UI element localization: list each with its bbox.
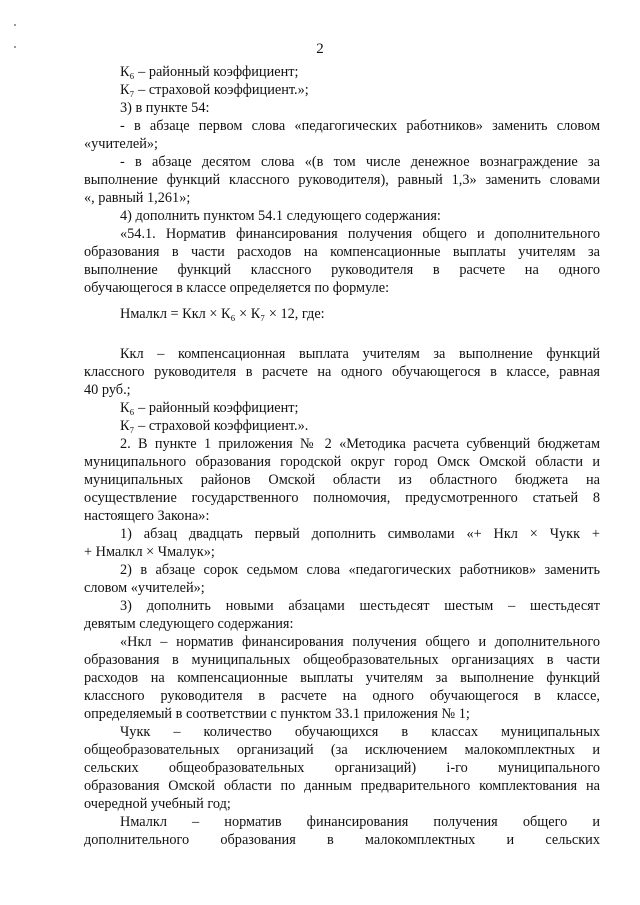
text-line: выполнение функций классного руководителя в расчете на одного <box>84 262 600 278</box>
text-line: 1) абзац двадцать первый дополнить символами «+ Нкл × Чукк + <box>120 526 600 542</box>
text-line: словом «учителей»; <box>84 580 205 596</box>
text-line: осуществление государственного полномочия, предусмотренного статьей 8 <box>84 490 600 506</box>
scan-mark <box>14 24 16 26</box>
text-line: 2. В пункте 1 приложения № 2 «Методика расчета субвенций бюджетам <box>120 436 600 452</box>
text-line: выполнение функций классного руководителя), равный 1,3» заменить словами <box>84 172 600 188</box>
text-line: девятым следующего содержания: <box>84 616 294 632</box>
text-line: расходов на компенсационные выплаты учителям за выполнение функций <box>84 670 600 686</box>
page-number: 2 <box>316 41 324 57</box>
text-line: Чукк – количество обучающихся в классах муниципальных <box>120 724 600 740</box>
text-line: образования в части расходов на компенсационные выплаты учителям за <box>84 244 600 260</box>
text-line: «Нкл – норматив финансирования получения общего и дополнительного <box>120 634 600 650</box>
text-line: 3) в пункте 54: <box>120 100 210 116</box>
text-line: 4) дополнить пунктом 54.1 следующего содержания: <box>120 208 441 224</box>
text-line: образования Омской области по данным предварительного комплектования на <box>84 778 600 794</box>
text-line: + Нмалкл × Чмалук»; <box>84 544 215 560</box>
text-line: К₆ – районный коэффициент; <box>120 64 299 80</box>
text-line: - в абзаце первом слова «педагогических работников» заменить словом <box>120 118 600 134</box>
text-line: очередной учебный год; <box>84 796 231 812</box>
text-line: образования в муниципальных общеобразовательных организациях в части <box>84 652 600 668</box>
text-line: К₇ – страховой коэффициент.». <box>120 418 309 434</box>
text-line: муниципального образования городской округ город Омск Омской области и <box>84 454 600 470</box>
text-line: классного руководителя в расчете на одного обучающегося в классе, <box>84 688 600 704</box>
text-line: сельских общеобразовательных организаций) i-го муниципального <box>84 760 600 776</box>
text-line: классного руководителя в расчете на одного обучающегося в классе, равная <box>84 364 600 380</box>
text-line: обучающегося в классе определяется по формуле: <box>84 280 390 296</box>
text-line: 40 руб.; <box>84 382 131 398</box>
text-line: «учителей»; <box>84 136 158 152</box>
text-line: определяемый в соответствии с пунктом 33.1 приложения № 1; <box>84 706 470 722</box>
text-line: «, равный 1,261»; <box>84 190 191 206</box>
text-line: К₆ – районный коэффициент; <box>120 400 299 416</box>
formula: Нмалкл = Ккл × К₆ × К₇ × 12, где: <box>120 306 325 322</box>
text-line: - в абзаце десятом слова «(в том числе денежное вознаграждение за <box>120 154 600 170</box>
text-line: 2) в абзаце сорок седьмом слова «педагогических работников» заменить <box>120 562 600 578</box>
text-line: настоящего Закона»: <box>84 508 210 524</box>
text-line: «54.1. Норматив финансирования получения общего и дополнительного <box>120 226 600 242</box>
text-line: общеобразовательных организаций (за исключением малокомплектных и <box>84 742 600 758</box>
text-line: дополнительного образования в малокомплектных и сельских <box>84 832 600 848</box>
text-line: муниципальных районов Омской области из областного бюджета на <box>84 472 600 488</box>
text-line: Ккл – компенсационная выплата учителям за выполнение функций <box>120 346 600 362</box>
text-line: К₇ – страховой коэффициент.»; <box>120 82 309 98</box>
text-line: Нмалкл – норматив финансирования получения общего и <box>120 814 600 830</box>
text-line: 3) дополнить новыми абзацами шестьдесят шестым – шестьдесят <box>120 598 600 614</box>
